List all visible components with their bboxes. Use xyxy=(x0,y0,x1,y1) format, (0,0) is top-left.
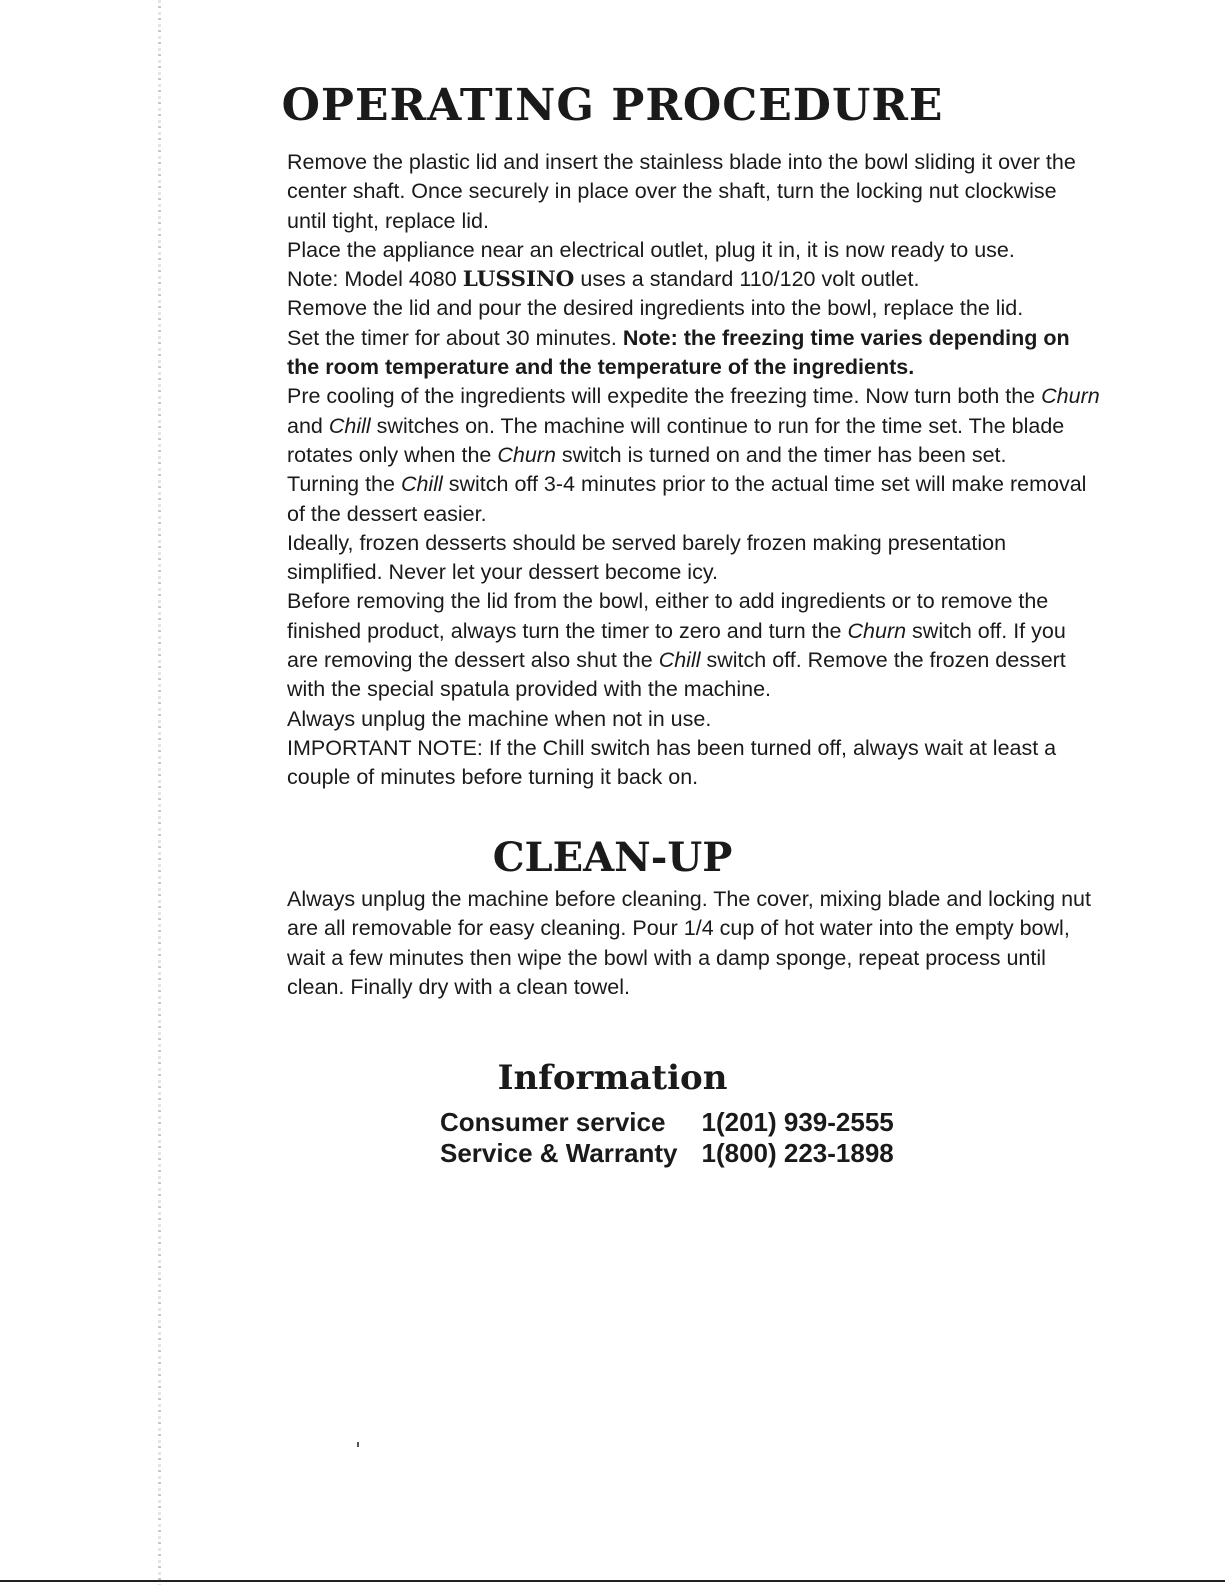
churn-term: Churn xyxy=(1041,384,1100,409)
step-insert-blade: Remove the plastic lid and insert the stainless blade into the bowl sliding it over the center shaft. Once securely in place over the shaft, turn the locking nut clockwise until tight, replace lid. xyxy=(287,150,1076,233)
scan-margin-artifact xyxy=(158,0,161,1585)
note-voltage-text-b: uses a standard 110/120 volt outlet. xyxy=(574,267,920,292)
remove-text-a: Before removing the lid from the bowl, either to add ingredients or to remove the finished product, always turn the timer to zero and turn the xyxy=(287,589,1049,643)
page-bottom-border xyxy=(0,1580,1225,1582)
clean-up-text: Always unplug the machine before cleaning. The cover, mixing blade and locking nut are all removable for easy cleaning. Pour 1/4 cup of hot water into the empty bowl, wait a few minutes then wipe the bowl with a damp sponge, repeat process until clean. Finally dry with a clean towel. xyxy=(287,887,1091,999)
note-voltage xyxy=(287,265,1102,294)
contact-phone: 1(201) 939-2555 xyxy=(701,1107,894,1137)
contact-table xyxy=(440,1107,894,1169)
contact-label: Service & Warranty xyxy=(440,1138,678,1168)
step-switches-on xyxy=(287,382,1102,470)
remove-text-b: switch off. If you are removing the dessert also shut the xyxy=(287,618,1066,673)
step-set-timer-text: Set the timer for about 30 minutes. xyxy=(287,325,623,350)
contact-phone: 1(800) 223-1898 xyxy=(701,1138,894,1168)
clean-up-body xyxy=(287,885,1102,1002)
chill-term: Chill xyxy=(328,413,371,438)
step-chill-off xyxy=(287,470,1102,529)
unplug-note: Always unplug the machine when not in use. xyxy=(287,706,712,731)
remove-text-c: switch off. Remove the frozen dessert with the special spatula provided with the machine. xyxy=(287,648,1066,702)
switches-text-a: Pre cooling of the ingredients will expedite the freezing time. Now turn both the xyxy=(287,384,1042,409)
chill-term-3: Chill xyxy=(658,648,701,673)
chill-off-text-b: switch off 3-4 minutes prior to the actual time set will make removal of the dessert easier. xyxy=(287,472,1087,526)
scan-speck xyxy=(357,1442,359,1447)
serving-tip: Ideally, frozen desserts should be served barely frozen making presentation simplified. Never let your dessert become icy. xyxy=(287,530,1007,585)
contact-row xyxy=(440,1138,894,1169)
important-note: IMPORTANT NOTE: If the Chill switch has been turned off, always wait at least a couple of minutes before turning it back on. xyxy=(287,735,1057,790)
chill-off-text-a: Turning the xyxy=(287,472,401,497)
freezing-time-note: Note: the freezing time varies depending on the room temperature and the temperature of the ingredients. xyxy=(287,325,1070,380)
operating-procedure-title: OPERATING PROCEDURE xyxy=(281,80,944,131)
churn-term-3: Churn xyxy=(847,618,907,643)
step-plug-in: Place the appliance near an electrical outlet, plug it in, it is now ready to use. xyxy=(287,237,1015,262)
step-remove-dessert xyxy=(287,587,1102,704)
churn-term-2: Churn xyxy=(497,442,556,467)
chill-term-2: Chill xyxy=(400,472,443,497)
contact-row xyxy=(440,1107,894,1138)
note-voltage-text-a: Note: Model 4080 xyxy=(287,267,463,292)
switches-text-c: switches on. The machine will continue to run for the time set. The blade rotates only when the xyxy=(287,413,1065,467)
step-add-ingredients: Remove the lid and pour the desired ingredients into the bowl, replace the lid. xyxy=(287,296,1024,321)
brand-name: LUSSINO xyxy=(462,267,575,293)
clean-up-title: CLEAN-UP xyxy=(492,834,733,881)
contact-label: Consumer service xyxy=(440,1107,666,1137)
operating-procedure-body xyxy=(287,148,1102,793)
step-set-timer xyxy=(287,324,1102,383)
switches-text-b: and xyxy=(287,413,329,438)
switches-text-d: switch is turned on and the timer has been set. xyxy=(555,442,1007,467)
information-title: Information xyxy=(497,1058,728,1098)
